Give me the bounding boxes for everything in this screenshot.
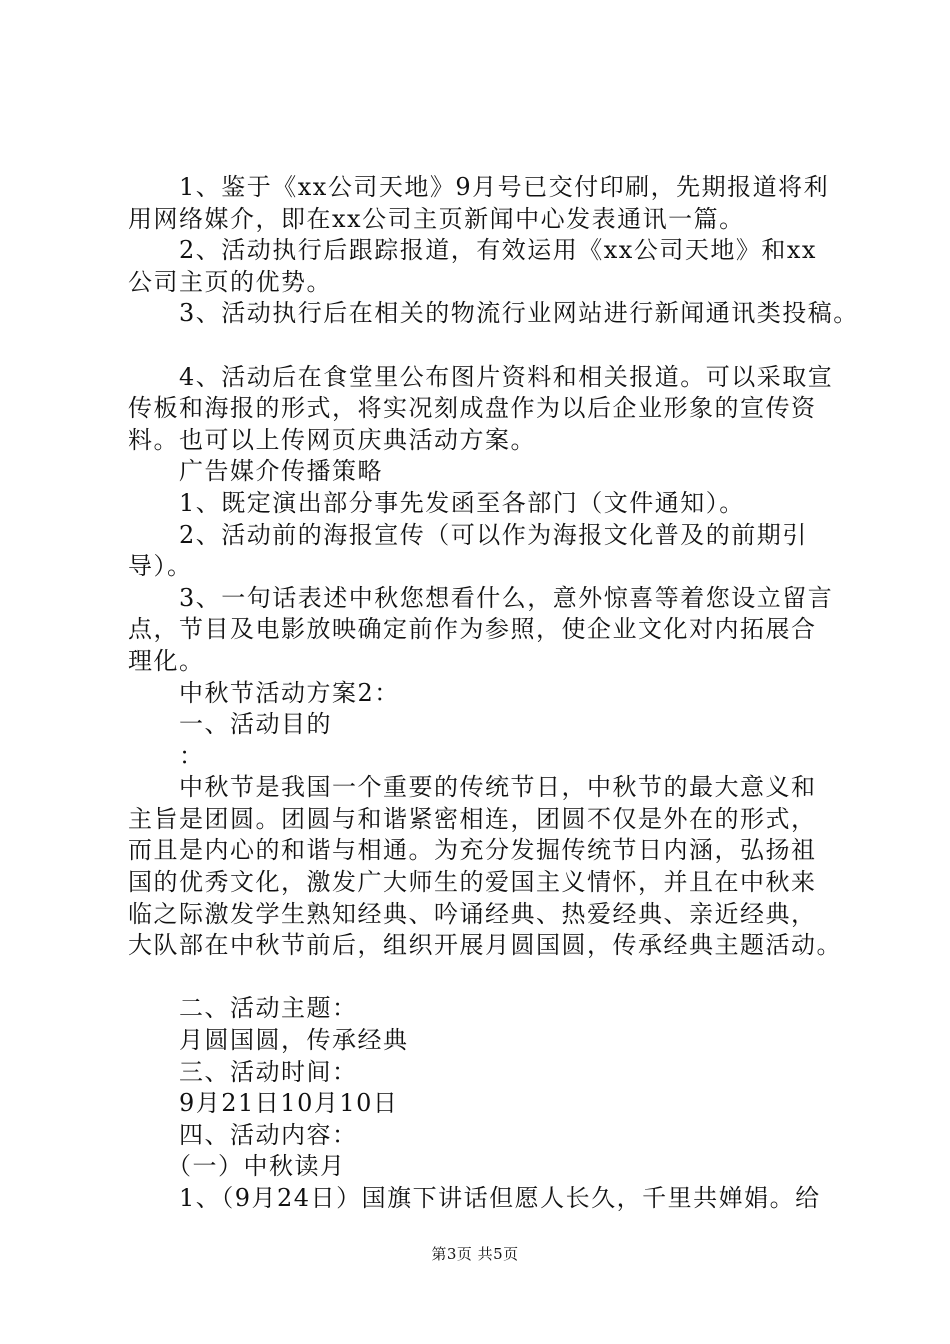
text-line: 导）。 bbox=[128, 552, 193, 581]
text-line: 1、既定演出部分事先发函至各部门（文件通知）。 bbox=[128, 488, 745, 517]
blank-line bbox=[128, 330, 840, 362]
text-line: 传板和海报的形式，将实况刻成盘作为以后企业形象的宣传资 bbox=[128, 394, 817, 423]
page-footer bbox=[0, 1244, 950, 1264]
document-body bbox=[128, 172, 859, 1215]
text-line: 中秋节是我国一个重要的传统节日，中秋节的最大意义和 bbox=[128, 773, 817, 802]
section-heading: 二、活动主题： bbox=[128, 994, 358, 1023]
section-heading: 三、活动时间： bbox=[128, 1057, 358, 1086]
blank-line bbox=[128, 962, 840, 994]
text-line: 4、活动后在食堂里公布图片资料和相关报道。可以采取宣 bbox=[128, 362, 834, 391]
text-line: 主旨是团圆。团圆与和谐紧密相连，团圆不仅是外在的形式， bbox=[128, 804, 817, 833]
section-heading: 四、活动内容： bbox=[128, 1120, 358, 1149]
text-line: 2、活动前的海报宣传（可以作为海报文化普及的前期引 bbox=[128, 520, 808, 549]
text-line: 国的优秀文化，激发广大师生的爱国主义情怀，并且在中秋来 bbox=[128, 868, 817, 897]
section-heading: 广告媒介传播策略 bbox=[128, 457, 383, 486]
section-heading: 中秋节活动方案2： bbox=[128, 678, 400, 707]
text-line: 而且是内心的和谐与相通。为充分发掘传统节日内涵，弘扬祖 bbox=[128, 836, 817, 865]
text-line: 点，节目及电影放映确定前作为参照，使企业文化对内拓展合 bbox=[128, 615, 817, 644]
text-line: 1、（9月24日）国旗下讲话但愿人长久，千里共婵娟。给 bbox=[128, 1184, 821, 1212]
text-line: 临之际激发学生熟知经典、吟诵经典、热爱经典、亲近经典， bbox=[128, 899, 817, 928]
text-line: 1、鉴于《xx公司天地》9月号已交付印刷，先期报道将利 bbox=[128, 173, 830, 201]
text-line: 公司主页的优势。 bbox=[128, 267, 332, 296]
page-number-label: 第3页 共5页 bbox=[431, 1245, 519, 1263]
text-line: 3、活动执行后在相关的物流行业网站进行新闻通讯类投稿。 bbox=[128, 299, 859, 328]
text-line: 2、活动执行后跟踪报道，有效运用《xx公司天地》和xx bbox=[128, 236, 817, 265]
section-heading: 一、活动目的 bbox=[128, 710, 332, 739]
text-line: 用网络媒介，即在xx公司主页新闻中心发表通讯一篇。 bbox=[128, 204, 745, 233]
text-line: 月圆国圆，传承经典 bbox=[128, 1026, 409, 1055]
text-line: 大队部在中秋节前后，组织开展月圆国圆，传承经典主题活动。 bbox=[128, 931, 842, 960]
subsection-heading: （一）中秋读月 bbox=[128, 1152, 346, 1181]
text-line: ： bbox=[128, 741, 205, 770]
text-line: 9月21日10月10日 bbox=[128, 1089, 399, 1118]
text-line: 料。也可以上传网页庆典活动方案。 bbox=[128, 425, 536, 454]
text-line: 理化。 bbox=[128, 646, 205, 675]
text-line: 3、一句话表述中秋您想看什么，意外惊喜等着您设立留言 bbox=[128, 583, 834, 612]
